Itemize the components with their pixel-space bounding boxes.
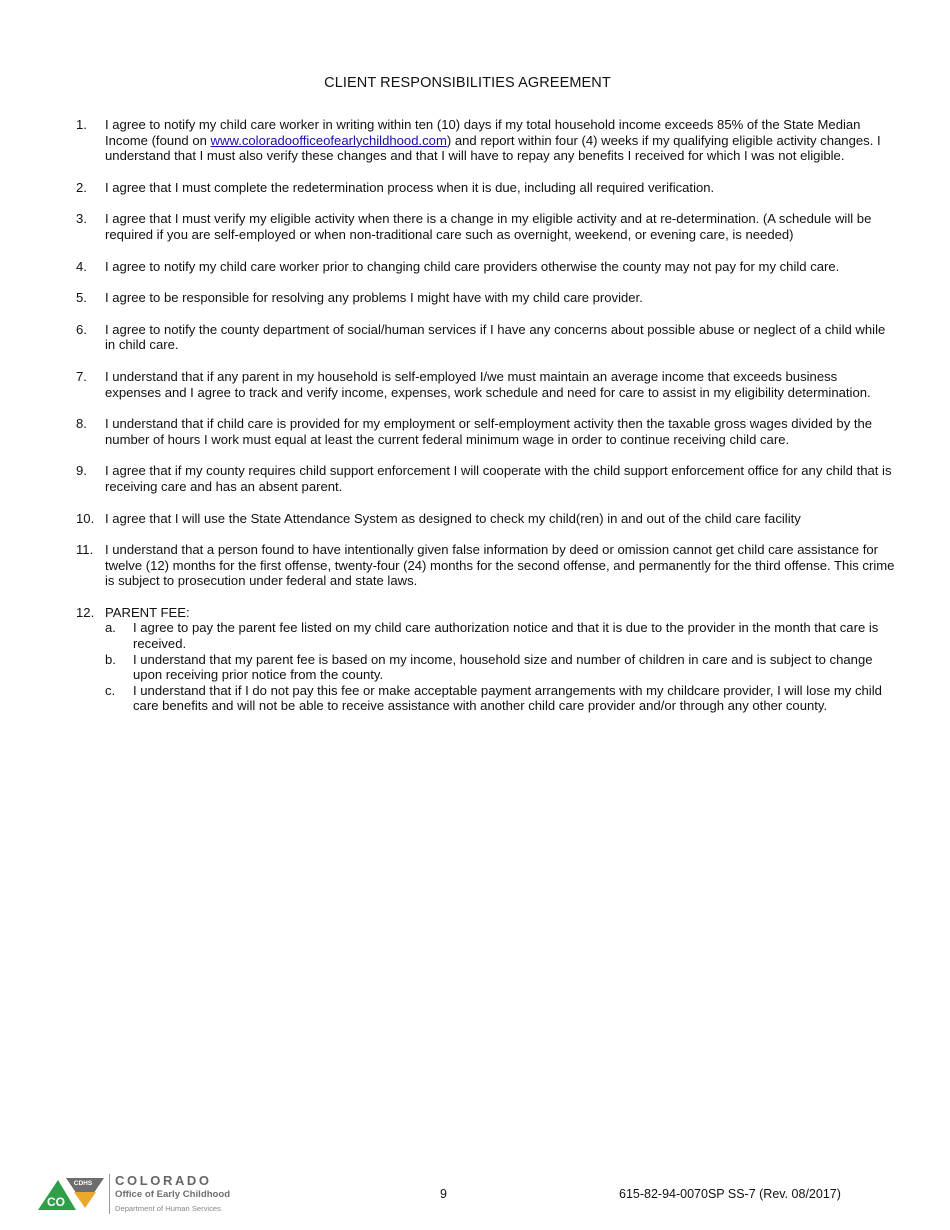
sub-item-letter: b. — [105, 651, 116, 667]
oec-website-link[interactable]: www.coloradoofficeofearlychildhood.com — [210, 132, 447, 148]
item-number: 3. — [76, 211, 87, 227]
sub-item-text: I understand that my parent fee is based on my income, household size and number of children in care and is subject to change upon receiving prior notice from the county. — [133, 651, 873, 683]
item-number: 9. — [76, 463, 87, 479]
item-text: I understand that if child care is provided for my employment or self-employment activity then the taxable gross wages divided by the number of hours I work must equal at least the current federal minimum wage in order to continue receiving child care. — [105, 416, 873, 447]
item-number: 12. — [76, 604, 95, 620]
list-item — [76, 511, 896, 527]
list-item — [76, 117, 896, 164]
logo-department-name: Department of Human Services — [115, 1204, 221, 1213]
item-text: I agree to notify the county department of social/human services if I have any concerns about possible abuse or neglect of a child while in child care. — [105, 321, 886, 353]
logo-state-name: COLORADO — [115, 1173, 212, 1188]
colorado-oec-logo — [36, 1172, 236, 1218]
sub-item-text: I agree to pay the parent fee listed on my child care authorization notice and that it is due to the provider in the month that care is received. — [133, 620, 879, 652]
cdhs-badge: CDHS — [73, 1180, 93, 1187]
sub-item-letter: a. — [105, 620, 116, 636]
item-text: I agree that I will use the State Attendance System as designed to check my child(ren) in and out of the child care facility — [105, 510, 801, 526]
item-number: 10. — [76, 510, 95, 526]
list-item — [76, 322, 896, 353]
item-number: 11. — [76, 542, 94, 558]
item-text: I understand that if any parent in my household is self-employed I/we must maintain an average income that exceeds business expenses and I agree to track and verify income, expenses, work schedule and need for care to assist in my eligibility determination. — [105, 368, 871, 400]
item-text: I agree to notify my child care worker prior to changing child care providers otherwise the county may not pay for my child care. — [105, 258, 840, 274]
logo-office-name: Office of Early Childhood — [115, 1189, 231, 1200]
list-item — [76, 416, 896, 447]
form-number: 615-82-94-0070SP SS-7 (Rev. 08/2017) — [619, 1187, 841, 1201]
item-number: 4. — [76, 258, 87, 274]
item-text: PARENT FEE: — [105, 604, 190, 620]
item-number: 1. — [76, 117, 87, 132]
item-number: 2. — [76, 179, 87, 195]
item-number: 6. — [76, 321, 87, 337]
list-item — [76, 463, 896, 494]
list-item-parent-fee — [76, 605, 896, 714]
sub-item-text: I understand that if I do not pay this fee or make acceptable payment arrangements with my childcare provider, I will lose my child care benefits and will not be able to receive assistance with another child care provider and/or through any other county. — [133, 682, 882, 714]
page-title: CLIENT RESPONSIBILITIES AGREEMENT — [324, 75, 611, 91]
list-item — [76, 542, 896, 589]
item-text: I understand that a person found to have intentionally given false information by deed or omission cannot get child care assistance for twelve (12) months for the first offense, twenty-four (24) months for the second offense, and permanently for the third offense. This crime is subject to prosecution under federal and state laws. — [105, 542, 895, 589]
item-number: 8. — [76, 416, 87, 432]
item-text: I agree to notify my child care worker in writing within ten (10) days if my total household income exceeds 85% of the State Median Income (found on www.coloradoofficeofearlychildhood.com) and report within four (4) weeks if my qualifying eligible activity changes. I understand that I must also verify these changes and that I will have to repay any benefits I received for which I was not eligible. — [105, 117, 881, 164]
list-item — [76, 369, 896, 400]
item-number: 5. — [76, 290, 87, 306]
item-text: I agree that I must verify my eligible activity when there is a change in my eligible activity and at re-determination. (A schedule will be required if you are self-employed or when non-traditional care such as overnight, weekend, or evening care, is needed) — [105, 211, 872, 242]
item-number: 7. — [76, 368, 87, 384]
item-text: I agree that if my county requires child support enforcement I will cooperate with the child support enforcement office for any child that is receiving care and has an absent parent. — [105, 463, 892, 494]
list-item — [76, 259, 896, 275]
mountain-icon — [36, 1172, 106, 1218]
logo-divider — [109, 1174, 110, 1214]
sub-item — [105, 652, 896, 683]
item-text: I agree to be responsible for resolving any problems I might have with my child care provider. — [105, 290, 643, 306]
sub-item — [105, 683, 896, 714]
page-number: 9 — [440, 1187, 447, 1201]
agreement-list — [76, 117, 896, 730]
co-mark: CO — [47, 1195, 65, 1209]
sub-item — [105, 620, 896, 651]
list-item — [76, 180, 896, 196]
sub-item-letter: c. — [105, 682, 116, 698]
list-item — [76, 290, 896, 306]
list-item — [76, 211, 896, 242]
item-text: I agree that I must complete the redetermination process when it is due, including all required verification. — [105, 179, 715, 195]
